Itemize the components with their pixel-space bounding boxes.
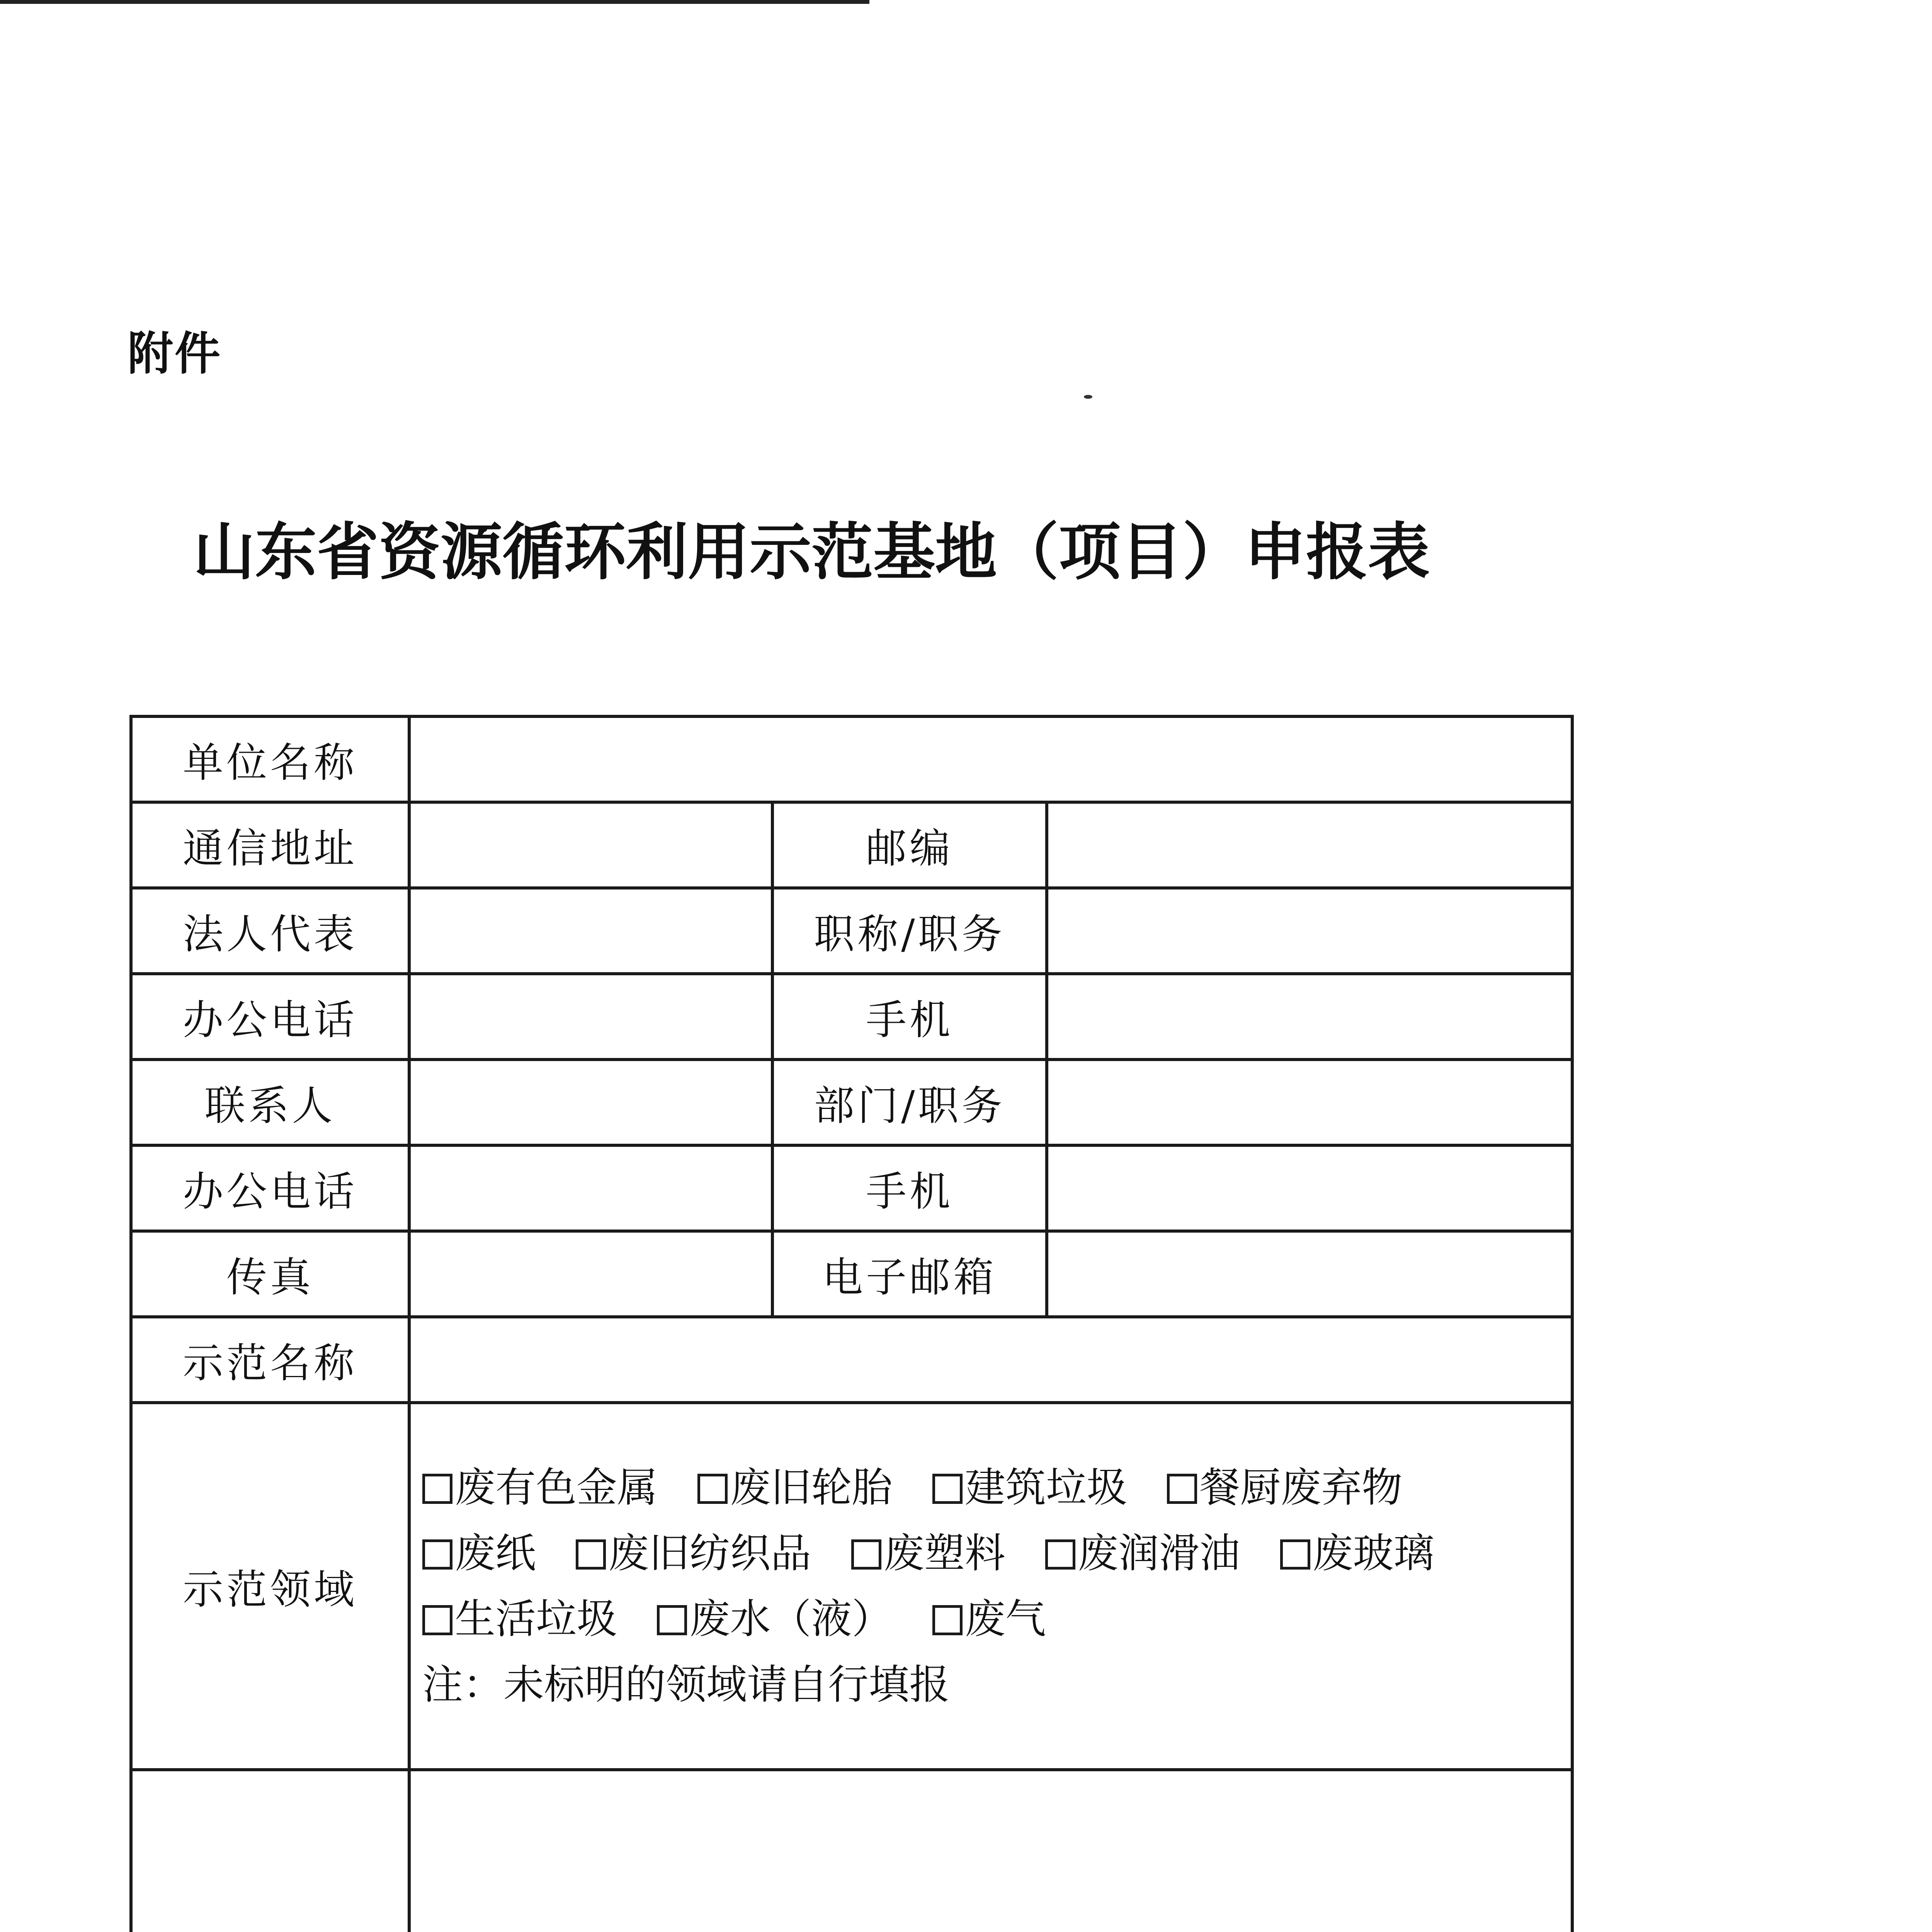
office-phone-field[interactable] bbox=[409, 974, 772, 1060]
checkbox-icon[interactable] bbox=[932, 1474, 963, 1504]
contact-label: 联系人 bbox=[131, 1060, 409, 1145]
option-waste-plastic[interactable]: 废塑料 bbox=[851, 1530, 1005, 1577]
option-waste-paper[interactable]: 废纸 bbox=[422, 1530, 536, 1577]
postcode-field[interactable] bbox=[1047, 802, 1572, 888]
title-position-field[interactable] bbox=[1047, 888, 1572, 974]
checkbox-icon[interactable] bbox=[422, 1605, 452, 1635]
checkbox-icon[interactable] bbox=[422, 1539, 452, 1570]
option-waste-textiles[interactable]: 废旧纺织品 bbox=[576, 1530, 811, 1577]
address-label: 通信地址 bbox=[131, 802, 409, 888]
checkbox-icon[interactable] bbox=[932, 1605, 963, 1635]
option-kitchen-waste[interactable]: 餐厨废弃物 bbox=[1167, 1464, 1402, 1511]
checkbox-icon[interactable] bbox=[1167, 1474, 1197, 1504]
office-phone-label: 办公电话 bbox=[131, 974, 409, 1060]
field-note: 注：未标明的领域请自行填报 bbox=[422, 1661, 950, 1708]
row-unit-intro bbox=[131, 1770, 1572, 1932]
option-waste-glass[interactable]: 废玻璃 bbox=[1280, 1530, 1434, 1577]
fax-field[interactable] bbox=[409, 1231, 772, 1317]
option-waste-gas[interactable]: 废气 bbox=[932, 1595, 1046, 1643]
row-demo-name bbox=[131, 1317, 1572, 1403]
email-field[interactable] bbox=[1047, 1231, 1572, 1317]
legal-rep-label: 法人代表 bbox=[131, 888, 409, 974]
postcode-label: 邮编 bbox=[772, 802, 1047, 888]
option-waste-lubricant[interactable]: 废润滑油 bbox=[1045, 1530, 1240, 1577]
contact-field[interactable] bbox=[409, 1060, 772, 1145]
demo-name-field[interactable] bbox=[409, 1317, 1572, 1403]
annex-label: 附件 bbox=[128, 327, 222, 380]
dept-position-field[interactable] bbox=[1047, 1060, 1572, 1145]
checkbox-icon[interactable] bbox=[851, 1539, 881, 1570]
checkbox-icon[interactable] bbox=[422, 1474, 452, 1504]
row-contact bbox=[131, 1060, 1572, 1145]
scan-speck bbox=[1084, 395, 1092, 399]
mobile-label: 手机 bbox=[772, 974, 1047, 1060]
mobile-field[interactable] bbox=[1047, 974, 1572, 1060]
demo-name-label: 示范名称 bbox=[131, 1317, 409, 1403]
unit-name-label: 单位名称 bbox=[131, 716, 409, 802]
dept-position-label: 部门/职务 bbox=[772, 1060, 1047, 1145]
office-phone-2-field[interactable] bbox=[409, 1145, 772, 1231]
option-nonferrous-metal[interactable]: 废有色金属 bbox=[422, 1464, 658, 1511]
fax-label: 传真 bbox=[131, 1231, 409, 1317]
row-office-phone bbox=[131, 974, 1572, 1060]
option-waste-water[interactable]: 废水（液） bbox=[657, 1595, 892, 1643]
checkbox-icon[interactable] bbox=[657, 1605, 687, 1635]
email-label: 电子邮箱 bbox=[772, 1231, 1047, 1317]
mobile-2-label: 手机 bbox=[772, 1145, 1047, 1231]
unit-intro-label bbox=[131, 1770, 409, 1932]
top-rule bbox=[0, 0, 869, 4]
demo-field-label: 示范领域 bbox=[131, 1403, 409, 1770]
page-title: 山东省资源循环利用示范基地（项目）申报表 bbox=[193, 515, 1430, 588]
row-demo-field bbox=[131, 1403, 1572, 1770]
legal-rep-field[interactable] bbox=[409, 888, 772, 974]
row-legal-rep bbox=[131, 888, 1572, 974]
row-unit-name bbox=[131, 716, 1572, 802]
checkbox-icon[interactable] bbox=[697, 1474, 728, 1504]
demo-field-options bbox=[409, 1403, 1572, 1770]
row-office-phone-2 bbox=[131, 1145, 1572, 1231]
row-address bbox=[131, 802, 1572, 888]
checkbox-icon[interactable] bbox=[576, 1539, 606, 1570]
checkbox-icon[interactable] bbox=[1045, 1539, 1075, 1570]
row-fax bbox=[131, 1231, 1572, 1317]
office-phone-2-label: 办公电话 bbox=[131, 1145, 409, 1231]
checkbox-icon[interactable] bbox=[1280, 1539, 1310, 1570]
title-position-label: 职称/职务 bbox=[772, 888, 1047, 974]
unit-intro-field[interactable] bbox=[409, 1770, 1572, 1932]
option-construction-waste[interactable]: 建筑垃圾 bbox=[932, 1464, 1127, 1511]
mobile-2-field[interactable] bbox=[1047, 1145, 1572, 1231]
unit-name-field[interactable] bbox=[409, 716, 1572, 802]
address-field[interactable] bbox=[409, 802, 772, 888]
option-waste-tires[interactable]: 废旧轮胎 bbox=[697, 1464, 892, 1511]
option-household-garbage[interactable]: 生活垃圾 bbox=[422, 1595, 617, 1643]
application-form bbox=[129, 715, 1574, 1932]
